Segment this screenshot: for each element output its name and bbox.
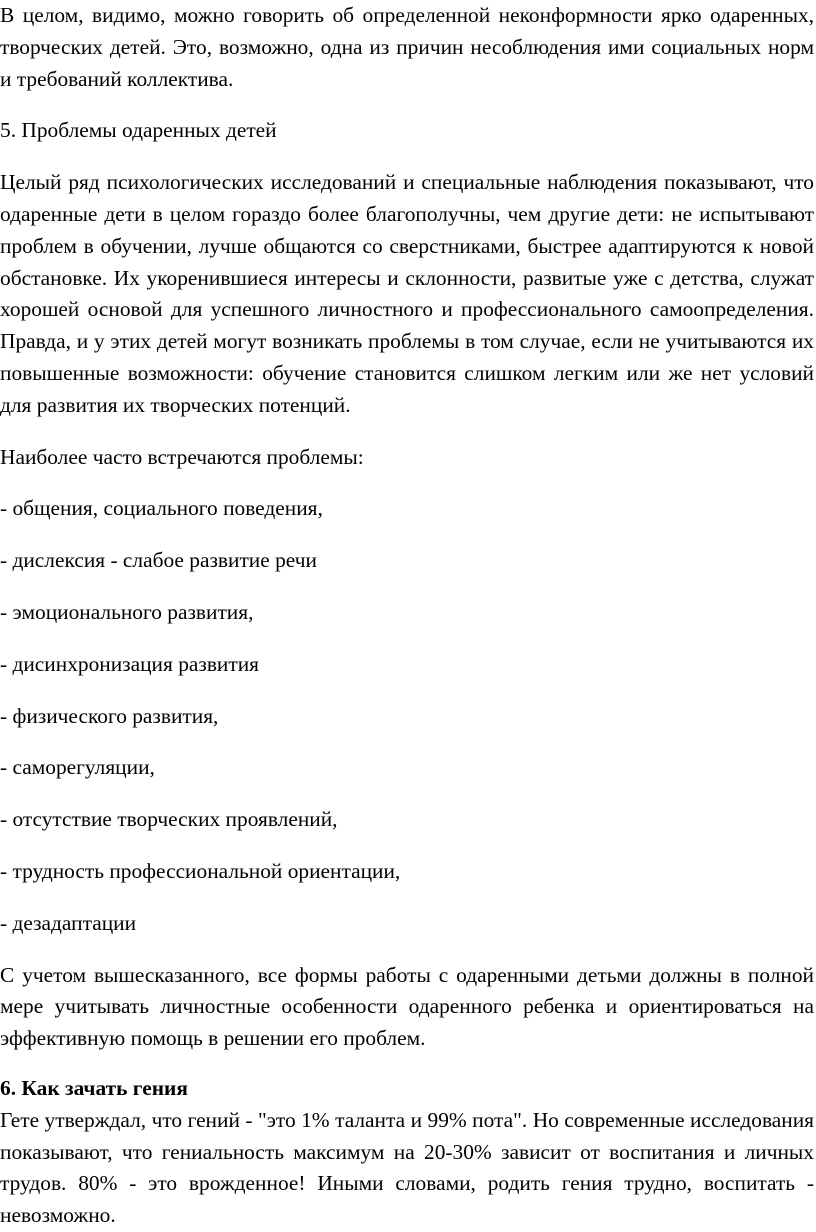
list-item: - трудность профессиональной ориентации, xyxy=(0,858,401,883)
goethe-paragraph: Гете утверждал, что гений - "это 1% таланта и 99% пота". Но современные исследования показывают, что гениальность максимум на 20-30% зависит от воспитания и личных трудов. 80% - это врожденное! Иными словами, родить гения трудно, воспитать - невозможно. xyxy=(0,1107,814,1228)
list-item: - общения, социального поведения, xyxy=(0,496,323,521)
problems-list xyxy=(0,493,814,939)
problems-intro: Наиболее часто встречаются проблемы: xyxy=(0,444,364,469)
list-item: - саморегуляции, xyxy=(0,755,155,780)
list-item: - физического развития, xyxy=(0,703,219,728)
list-item: - эмоционального развития, xyxy=(0,599,254,624)
conclusion-paragraph: С учетом вышесказанного, все формы работы с одаренными детьми должны в полной мере учитывать личностные особенности одаренного ребенка и ориентироваться на эффективную помощь в решении его проблем. xyxy=(0,962,814,1051)
research-paragraph: Целый ряд психологических исследований и специальные наблюдения показывают, что одаренные дети в целом гораздо более благополучны, чем другие дети: не испытывают проблем в обучении, лучше общаются со сверстниками, быстрее адаптируются к новой обстановке. Их укоренившиеся интересы и склонности, развитые уже с детства, служат хорошей основой для успешного личностного и профессионального самоопределения. Правда, и у этих детей могут возникать проблемы в том случае, если не учитываются их повышенные возможности: обучение становится слишком легким или же нет условий для развития их творческих потенций. xyxy=(0,170,814,417)
list-item: - дезадаптации xyxy=(0,910,137,935)
list-item: - отсутствие творческих проявлений, xyxy=(0,807,338,832)
intro-paragraph: В целом, видимо, можно говорить об определенной неконформности ярко одаренных, творческих детей. Это, возможно, одна из причин несоблюдения ими социальных норм и требований коллектива. xyxy=(0,3,814,91)
list-item: - дисинхронизация развития xyxy=(0,651,260,676)
section-6-title: 6. Как зачать гения xyxy=(0,1075,188,1100)
section-5-title: 5. Проблемы одаренных детей xyxy=(0,118,277,143)
list-item: - дислексия - слабое развитие речи xyxy=(0,548,317,573)
